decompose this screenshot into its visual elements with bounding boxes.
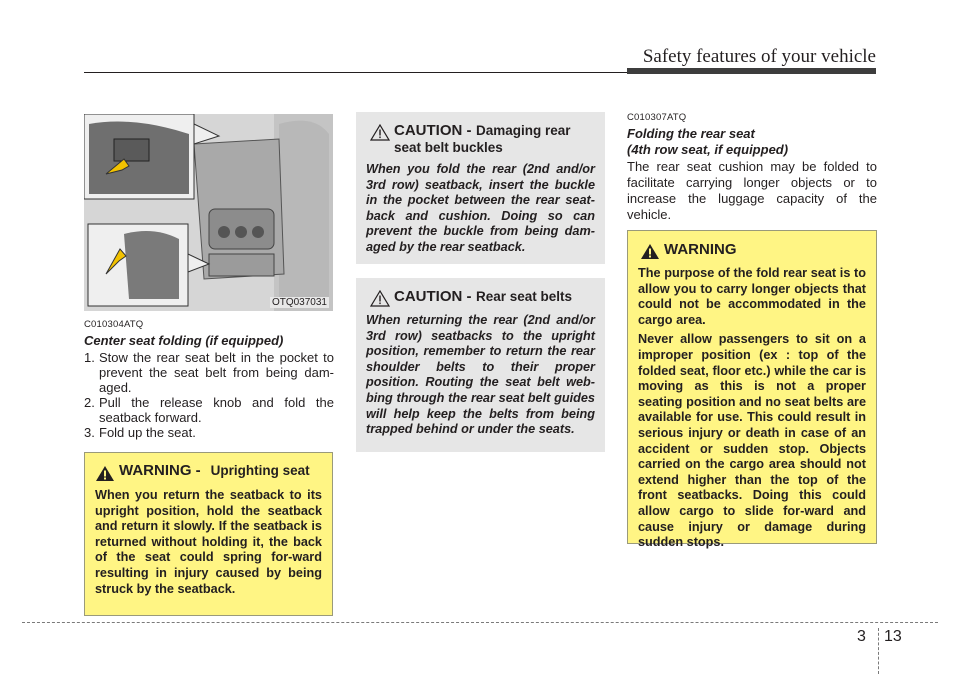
seat-illustration-graphic bbox=[84, 114, 333, 311]
warning-header bbox=[95, 463, 322, 482]
footer-rule bbox=[22, 622, 938, 623]
step-item bbox=[84, 395, 334, 425]
caution-label: CAUTION - bbox=[394, 288, 472, 305]
caution-triangle-icon bbox=[370, 124, 390, 141]
warning-label: WARNING - bbox=[119, 462, 201, 479]
warning-paragraph-2: Never allow passengers to sit on a improper position (ex : top of the folded seat, floor etc.) while the car is moving as this is not a proper seating position and no seat belts are available for use. This could result in serious injury or death in case of an accident or sudden stop. Objects carried on the cargo area should not extend higher than the top of the front seatbacks. Doing this could allow cargo to slide for-ward and cause injury or damage during sudden stops. bbox=[638, 332, 866, 550]
caution-rear-seat-belts bbox=[356, 278, 605, 452]
warning-uprighting-seat bbox=[84, 452, 333, 616]
fold-rear-subtitle-line2: (4th row seat, if equipped) bbox=[627, 142, 789, 157]
warning-triangle-icon bbox=[640, 243, 660, 260]
caution-header bbox=[366, 288, 595, 307]
step-number: 1. bbox=[84, 350, 95, 365]
step-text: Fold up the seat. bbox=[99, 425, 196, 440]
caution-subtitle: Damaging rear seat belt buckles bbox=[394, 123, 571, 155]
warning-paragraph-1: The purpose of the fold rear seat is to allow you to carry longer objects that could not be accommodated in the cargo area. bbox=[638, 266, 866, 327]
center-seat-steps bbox=[84, 350, 334, 440]
step-number: 2. bbox=[84, 395, 95, 410]
warning-triangle-icon bbox=[95, 465, 115, 482]
page-number: 13 bbox=[884, 628, 902, 645]
header-rule-accent bbox=[627, 68, 876, 74]
caution-header bbox=[366, 122, 595, 156]
caution-subtitle: Rear seat belts bbox=[475, 289, 573, 304]
page-header-title: Safety features of your vehicle bbox=[642, 46, 876, 67]
caution-text: When you fold the rear (2nd and/or 3rd row) seatback, insert the buckle in the pocket between the rear seat-back and cushion. Doing so can prevent the buckle from being dam-aged by the rear seatback. bbox=[366, 162, 595, 254]
caution-triangle-icon bbox=[370, 290, 390, 307]
fold-rear-subtitle bbox=[627, 126, 788, 158]
fold-rear-text: The rear seat cushion may be folded to facilitate carrying longer objects or to increase the luggage capacity of the vehicle. bbox=[627, 159, 877, 222]
step-text: Stow the rear seat belt in the pocket to prevent the seat belt from being dam-aged. bbox=[99, 350, 334, 395]
warning-header bbox=[638, 241, 866, 260]
step-item bbox=[84, 425, 334, 440]
step-text: Pull the release knob and fold the seatback forward. bbox=[99, 395, 334, 425]
step-item bbox=[84, 350, 334, 395]
warning-label: WARNING bbox=[664, 241, 737, 258]
fold-rear-code: C010307ATQ bbox=[627, 112, 687, 123]
warning-text: When you return the seatback to its upright position, hold the seatback and return it slowly. If the seatback is returned without holding it, the back of the seat could spring for-ward resulting in injury caused by being struck by the seatback. bbox=[95, 488, 322, 596]
warning-fold-rear-seat bbox=[627, 230, 877, 550]
figure-caption: OTQ037031 bbox=[271, 297, 327, 308]
step-number: 3. bbox=[84, 425, 95, 440]
caution-text: When returning the rear (2nd and/or 3rd row) seatbacks to the upright position, remember to return the rear shoulder belts to their proper position. Routing the seat belt web-bing through the rear seat belt guides will help keep the belts from being trapped behind or under the seats. bbox=[366, 313, 595, 437]
center-seat-illustration bbox=[84, 114, 333, 311]
center-seat-code: C010304ATQ bbox=[84, 319, 144, 330]
warning-subtitle: Uprighting seat bbox=[210, 463, 310, 478]
fold-rear-subtitle-line1: Folding the rear seat bbox=[627, 126, 755, 141]
caution-damaging-buckles bbox=[356, 112, 605, 264]
caution-label: CAUTION - bbox=[394, 122, 472, 139]
page-chapter: 3 bbox=[857, 628, 866, 645]
center-seat-subtitle: Center seat folding (if equipped) bbox=[84, 333, 284, 348]
footer-divider bbox=[878, 628, 879, 674]
